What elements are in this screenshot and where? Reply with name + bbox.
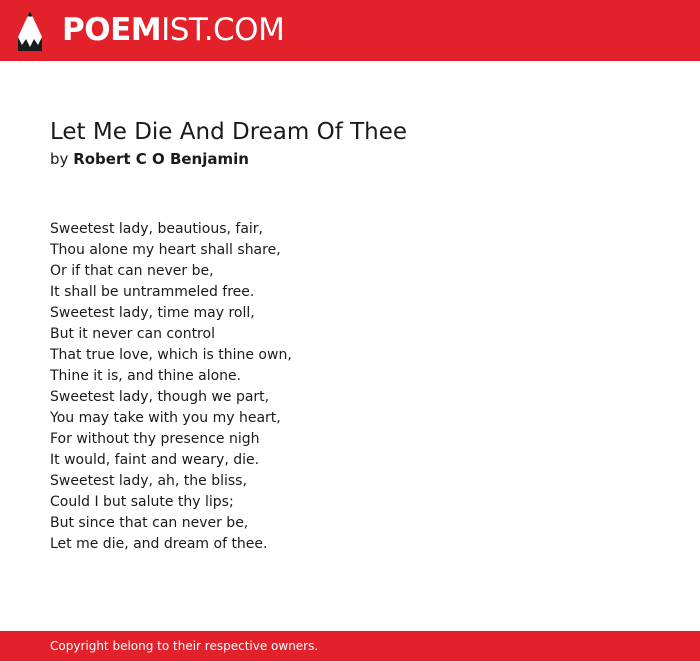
poem-line: You may take with you my heart, (50, 410, 281, 426)
poem-body (50, 219, 292, 555)
poem-line: But it never can control (50, 326, 215, 342)
poem-line: Let me die, and dream of thee. (50, 536, 268, 552)
copyright-notice: Copyright belong to their respective owners. (50, 639, 319, 653)
poem-line: But since that can never be, (50, 515, 249, 531)
poem-line: Could I but salute thy lips; (50, 494, 234, 510)
author-name: Robert C O Benjamin (73, 150, 249, 168)
brand-bold: POEM (62, 12, 162, 48)
poem-line: Sweetest lady, time may roll, (50, 305, 255, 321)
site-logo[interactable] (18, 11, 42, 51)
site-brand[interactable] (62, 12, 284, 48)
poem-line: Thine it is, and thine alone. (50, 368, 242, 384)
site-footer (0, 631, 700, 661)
brand-light: IST.COM (161, 12, 285, 48)
poem-line: Sweetest lady, ah, the bliss, (50, 473, 247, 489)
poem-line: It shall be untrammeled free. (50, 284, 255, 300)
poem-line: Or if that can never be, (50, 263, 214, 279)
by-prefix: by (50, 150, 69, 168)
byline (50, 149, 249, 169)
pencil-icon (18, 11, 42, 51)
poem-line: Thou alone my heart shall share, (50, 242, 281, 258)
poem-line: That true love, which is thine own, (50, 347, 292, 363)
poem-line: It would, faint and weary, die. (50, 452, 260, 468)
site-header (0, 0, 700, 61)
poem-line: For without thy presence nigh (50, 431, 260, 447)
poem-title: Let Me Die And Dream Of Thee (50, 119, 408, 145)
poem-line: Sweetest lady, beautious, fair, (50, 221, 264, 237)
poem-line: Sweetest lady, though we part, (50, 389, 270, 405)
